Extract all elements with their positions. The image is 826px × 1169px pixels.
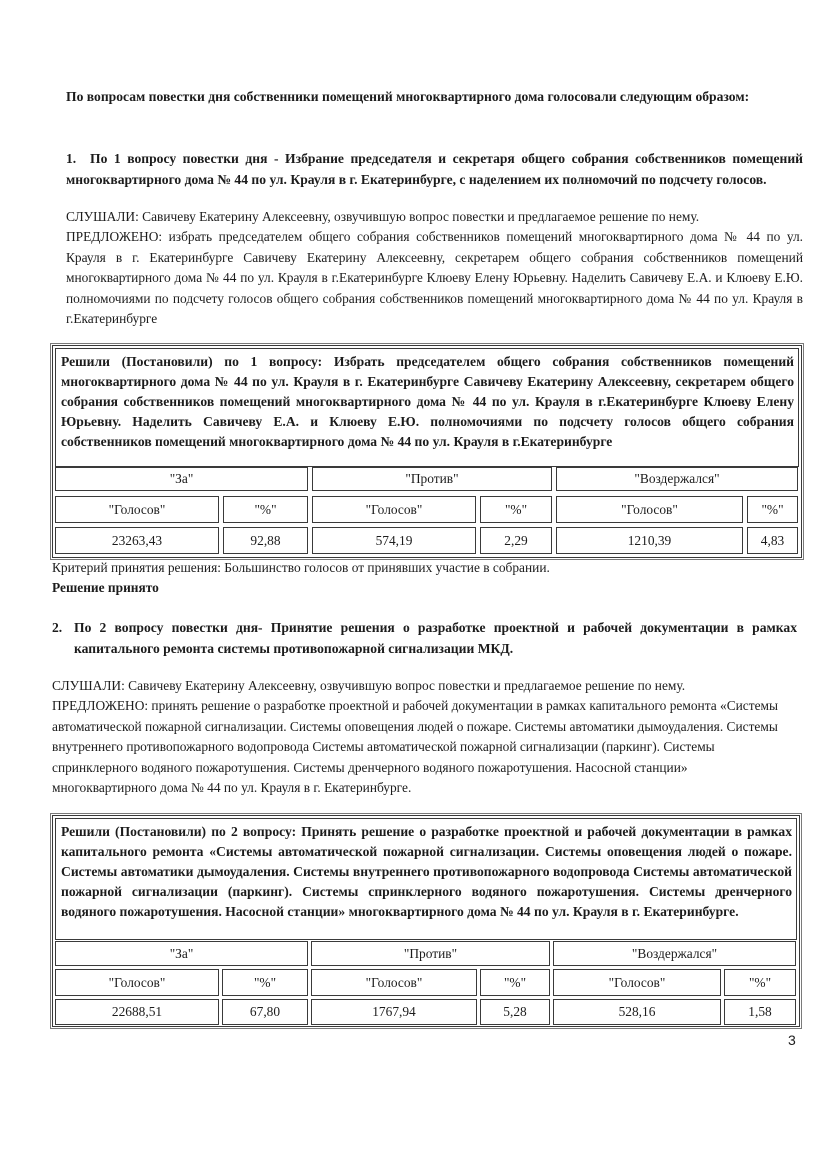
- question-1-vote-table: [52, 345, 802, 558]
- subheader-for-percent: "%": [223, 496, 308, 523]
- subheader-against-percent: "%": [480, 969, 550, 996]
- vote-group-against: "Против": [312, 467, 552, 491]
- question-2-heading: [52, 617, 797, 659]
- value-abstained-percent: 1,58: [724, 999, 796, 1025]
- value-against-votes: 574,19: [312, 527, 476, 554]
- question-2-decision: Решили (Постановили) по 2 вопросу: Принять решение о разработке проектной и рабочей документации в рамках капитального ремонта «Системы автоматической пожарной сигнализации. Системы оповещения людей о пожаре. Системы автоматики дымоудаления. Системы внутреннего противопожарного водопровода Системы автоматической пожарной сигнализации (паркинг). Системы спринклерного водяного пожаротушения. Системы дренчерного водяного пожаротушения. Насосной станции» многоквартирного дома № 44 по ул. Крауля в г. Екатеринбурге.: [55, 818, 797, 940]
- value-for-percent: 92,88: [223, 527, 308, 554]
- value-against-percent: 2,29: [480, 527, 552, 554]
- subheader-against-votes: "Голосов": [312, 496, 476, 523]
- question-2-vote-table: [52, 815, 800, 1027]
- question-1-criterion: Критерий принятия решения: Большинство голосов от принявших участие в собрании.: [52, 560, 550, 575]
- value-abstained-votes: 528,16: [553, 999, 721, 1025]
- subheader-abstained-votes: "Голосов": [556, 496, 743, 523]
- subheader-abstained-percent: "%": [724, 969, 796, 996]
- subheader-for-percent: "%": [222, 969, 308, 996]
- vote-group-against: "Против": [311, 941, 550, 966]
- question-1-number: 1.: [66, 151, 77, 166]
- question-1-result: Решение принято: [52, 580, 159, 595]
- question-1-heading: [66, 148, 803, 190]
- subheader-against-percent: "%": [480, 496, 552, 523]
- question-2-proposed: ПРЕДЛОЖЕНО: принять решение о разработке проектной и рабочей документации в рамках капитального ремонта «Системы автоматической пожарной сигнализации. Системы оповещения людей о пожаре. Системы автоматики дымоудаления. Системы внутреннего противопожарного водопровода Системы автоматической пожарной сигнализации (паркинг). Системы спринклерного водяного пожаротушения. Системы дренчерного водяного пожаротушения. Насосной станции» многоквартирного дома № 44 по ул. Крауля в г. Екатеринбурге.: [52, 698, 779, 795]
- vote-group-abstained: "Воздержался": [553, 941, 796, 966]
- subheader-against-votes: "Голосов": [311, 969, 477, 996]
- page-number: 3: [788, 1032, 796, 1048]
- subheader-abstained-percent: "%": [747, 496, 798, 523]
- value-for-votes: 22688,51: [55, 999, 219, 1025]
- value-for-votes: 23263,43: [55, 527, 219, 554]
- value-against-votes: 1767,94: [311, 999, 477, 1025]
- question-1-listened: СЛУШАЛИ: Савичеву Екатерину Алексеевну, озвучившую вопрос повестки и предлагаемое решение по нему.: [66, 209, 700, 224]
- question-1-title: По 1 вопросу повестки дня - Избрание председателя и секретаря общего собрания собственников помещений многоквартирного дома № 44 по ул. Крауля в г. Екатеринбурге, с наделением их полномочий по подсчету голосов.: [66, 151, 803, 187]
- question-2-number: 2.: [52, 620, 63, 635]
- question-2-title: По 2 вопросу повестки дня- Принятие решения о разработке проектной и рабочей документации в рамках капитального ремонта системы противопожарной сигнализации МКД.: [74, 620, 797, 656]
- subheader-abstained-votes: "Голосов": [553, 969, 721, 996]
- value-abstained-votes: 1210,39: [556, 527, 743, 554]
- question-1-proposed: ПРЕДЛОЖЕНО: избрать председателем общего собрания собственников помещений многоквартирного дома № 44 по ул. Крауля в г. Екатеринбурге Савичеву Екатерину Алексеевну, секретарем общего собрания собственников помещений многоквартирного дома № 44 по ул. Крауля в г.Екатеринбурге Клюеву Елену Юрьевну. Наделить Савичеву Е.А. и Клюеву Е.Ю. полномочиями по подсчету голосов общего собрания собственников помещений многоквартирного дома № 44 по ул. Крауля в г.Екатеринбурге: [66, 229, 803, 326]
- value-for-percent: 67,80: [222, 999, 308, 1025]
- vote-group-abstained: "Воздержался": [556, 467, 798, 491]
- question-2-listened: СЛУШАЛИ: Савичеву Екатерину Алексеевну, озвучившую вопрос повестки и предлагаемое решение по нему.: [52, 678, 686, 693]
- value-against-percent: 5,28: [480, 999, 550, 1025]
- vote-group-for: "За": [55, 941, 308, 966]
- vote-group-for: "За": [55, 467, 308, 491]
- intro-paragraph: По вопросам повестки дня собственники помещений многоквартирного дома голосовали следующим образом:: [66, 89, 750, 104]
- subheader-for-votes: "Голосов": [55, 496, 219, 523]
- subheader-for-votes: "Голосов": [55, 969, 219, 996]
- question-1-decision: Решили (Постановили) по 1 вопросу: Избрать председателем общего собрания собственников помещений многоквартирного дома № 44 по ул. Крауля в г. Екатеринбурге Савичеву Екатерину Алексеевну, секретарем общего собрания собственников помещений многоквартирного дома № 44 по ул. Крауля в г.Екатеринбурге Клюеву Елену Юрьевну. Наделить Савичеву Е.А. и Клюеву Е.Ю. полномочиями по подсчету голосов общего собрания собственников помещений многоквартирного дома № 44 по ул. Крауля в г.Екатеринбурге: [55, 348, 799, 467]
- value-abstained-percent: 4,83: [747, 527, 798, 554]
